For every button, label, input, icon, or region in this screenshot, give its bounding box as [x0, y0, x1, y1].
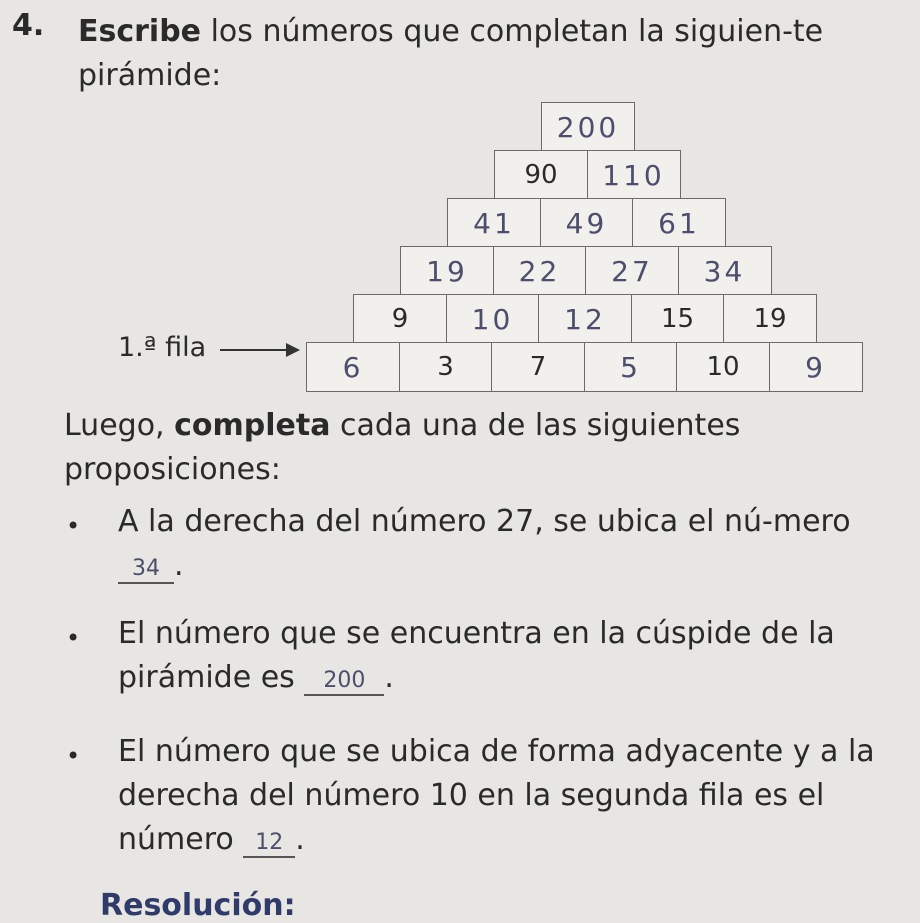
- pyramid-cell: 7: [491, 342, 585, 392]
- statement-2-end: .: [384, 660, 394, 695]
- statement-1: [118, 500, 888, 588]
- instruction-bold: Escribe: [78, 14, 202, 49]
- pyramid-cell: 27: [585, 246, 679, 296]
- pyramid-cell: 3: [399, 342, 493, 392]
- statement-3-text: El número que se ubica de forma adyacente y a la derecha del número 10 en la segunda fila es el número: [118, 734, 875, 857]
- statement-3-answer: 12: [243, 830, 295, 858]
- pyramid-row: [353, 294, 817, 344]
- pyramid-cell: 10: [676, 342, 770, 392]
- pyramid-row: [494, 150, 681, 200]
- pyramid-cell: 19: [723, 294, 817, 344]
- pyramid-row: [447, 198, 726, 248]
- exercise-instruction: [78, 10, 908, 98]
- pyramid-cell: 9: [769, 342, 863, 392]
- pyramid-cell: 10: [446, 294, 540, 344]
- arrow-right-icon: [220, 338, 300, 362]
- pyramid-cell: 6: [306, 342, 400, 392]
- pyramid-cell: 61: [632, 198, 726, 248]
- pyramid-row: [400, 246, 772, 296]
- pyramid-cell: 49: [540, 198, 634, 248]
- followup-lead-2: cada una de las siguientes proposiciones:: [64, 408, 741, 487]
- statement-3: [118, 730, 888, 862]
- followup-lead-1: Luego,: [64, 408, 175, 443]
- pyramid-cell: 200: [541, 102, 635, 152]
- pyramid-cell: 5: [584, 342, 678, 392]
- bullet-icon: •: [66, 624, 81, 652]
- followup-instruction: [64, 404, 894, 492]
- exercise-number: 4.: [12, 8, 45, 43]
- pyramid-cell: 9: [353, 294, 447, 344]
- first-row-label: 1.ª fila: [118, 332, 207, 363]
- statement-2: [118, 612, 888, 700]
- pyramid-cell: 110: [587, 150, 681, 200]
- pyramid-cell: 41: [447, 198, 541, 248]
- pyramid-cell: 34: [678, 246, 772, 296]
- statement-1-end: .: [174, 548, 184, 583]
- statement-2-answer: 200: [304, 668, 384, 696]
- bullet-icon: •: [66, 512, 81, 540]
- statement-1-answer: 34: [118, 556, 174, 584]
- pyramid-cell: 90: [494, 150, 588, 200]
- pyramid-row: [306, 342, 863, 392]
- bullet-icon: •: [66, 742, 81, 770]
- pyramid-cell: 22: [493, 246, 587, 296]
- statement-1-text: A la derecha del número 27, se ubica el nú-mero: [118, 504, 851, 539]
- resolution-heading: Resolución:: [100, 888, 296, 923]
- pyramid-row: [541, 102, 635, 152]
- statement-2-text: El número que se encuentra en la cúspide de la pirámide es: [118, 616, 835, 695]
- pyramid-cell: 15: [631, 294, 725, 344]
- pyramid-cell: 12: [538, 294, 632, 344]
- statement-3-end: .: [295, 822, 305, 857]
- instruction-rest: los números que completan la siguien-te pirámide:: [78, 14, 824, 93]
- followup-bold: completa: [174, 408, 331, 443]
- pyramid-cell: 19: [400, 246, 494, 296]
